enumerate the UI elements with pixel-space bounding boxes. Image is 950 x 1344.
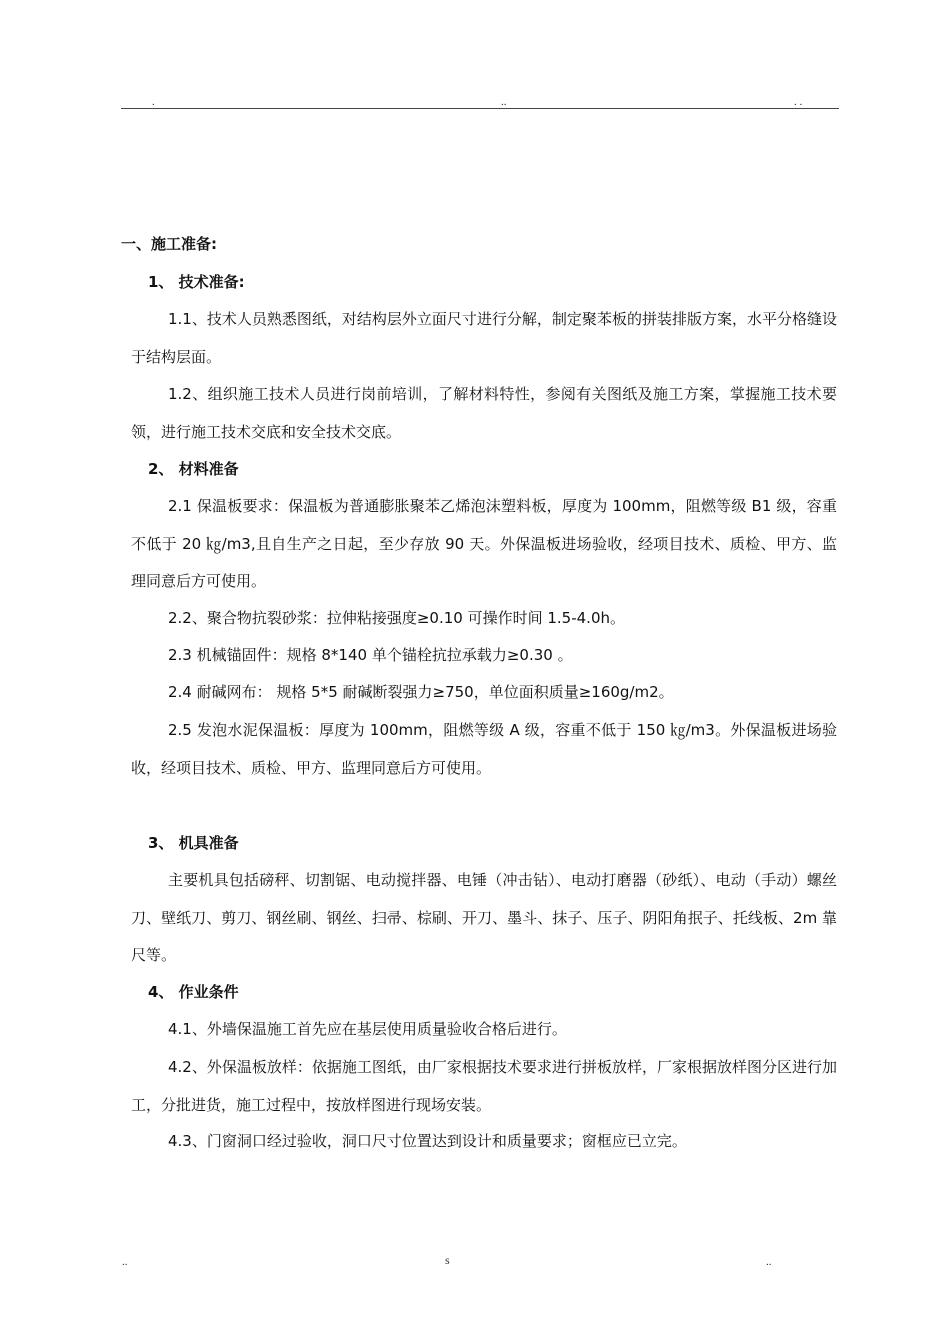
paragraph-1-2: 1.2、组织施工技术人员进行岗前培训，了解材料特性，参阅有关图纸及施工方案，掌握施工技术要领，进行施工技术交底和安全技术交底。 [131,385,837,441]
header-mark-left: . [152,96,155,108]
paragraph-1-1: 1.1、技术人员熟悉图纸，对结构层外立面尺寸进行分解，制定聚苯板的拼装排版方案，水平分格缝设于结构层面。 [131,310,837,366]
footer-mark-right: .. [766,1256,772,1268]
tech-prep-heading: 1、 技术准备: [148,273,245,291]
header-mark-center: .. [501,96,507,108]
header-mark-right: . . [794,96,803,108]
header-rule [121,108,839,109]
paragraph-2-1: 2.1 保温板要求：保温板为普通膨胀聚苯乙烯泡沫塑料板，厚度为 100mm，阻燃等级 B1 级，容重不低于 20 ㎏/m3,且自生产之日起，至少存放 90 天。外保温板进场验收，经项目技术、质检、甲方、监理同意后方可使用。 [131,497,837,590]
section-1-title: 一、施工准备: [121,235,217,253]
paragraph-2-2: 2.2、聚合物抗裂砂浆：拉伸粘接强度≥0.10 可操作时间 1.5-4.0h。 [168,609,625,627]
paragraph-2-3: 2.3 机械锚固件：规格 8*140 单个锚栓抗拉承载力≥0.30 。 [168,646,573,664]
paragraph-3: 主要机具包括磅秤、切割锯、电动搅拌器、电锤（冲击钻）、电动打磨器（砂纸）、电动（手动）螺丝刀、壁纸刀、剪刀、钢丝刷、钢丝、扫帚、棕刷、开刀、墨斗、抹子、压子、阴阳角抿子、托线板、2m 靠尺等。 [131,871,837,964]
paragraph-4-3: 4.3、门窗洞口经过验收，洞口尺寸位置达到设计和质量要求；窗框应已立完。 [168,1132,687,1150]
paragraph-2-4: 2.4 耐碱网布： 规格 5*5 耐碱断裂强力≥750，单位面积质量≥160g/m2。 [168,683,674,701]
footer-mark-left: .. [122,1256,128,1268]
tools-prep-heading: 3、 机具准备 [148,834,239,852]
work-conditions-heading: 4、 作业条件 [148,983,239,1001]
material-prep-heading: 2、 材料准备 [148,460,239,478]
paragraph-2-5: 2.5 发泡水泥保温板：厚度为 100mm，阻燃等级 A 级，容重不低于 150 ㎏/m3。外保温板进场验收，经项目技术、质检、甲方、监理同意后方可使用。 [131,721,837,777]
footer-page-marker: s [445,1253,450,1267]
paragraph-4-1: 4.1、外墙保温施工首先应在基层使用质量验收合格后进行。 [168,1020,567,1038]
paragraph-4-2: 4.2、外保温板放样：依据施工图纸，由厂家根据技术要求进行拼板放样，厂家根据放样图分区进行加工，分批进货，施工过程中，按放样图进行现场安装。 [131,1058,837,1114]
